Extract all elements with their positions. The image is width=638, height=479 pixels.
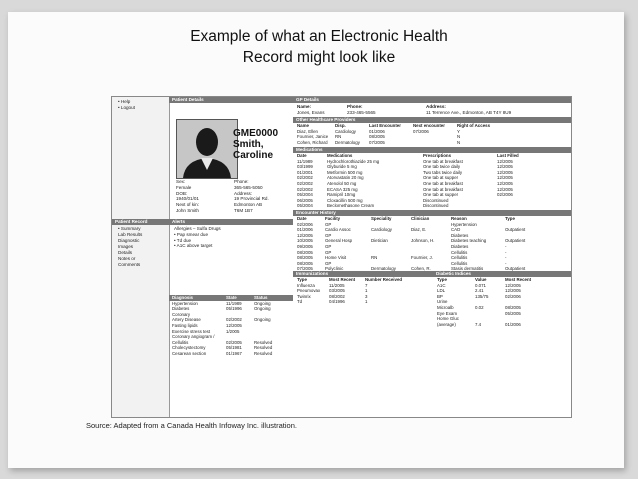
encounter-cell: Home Visit	[325, 255, 347, 261]
encounter-cell: 09/2005	[297, 243, 313, 249]
diabetic-index-cell: 12/2005	[505, 282, 521, 288]
patient-photo	[176, 119, 238, 179]
encounter-cell: -	[505, 243, 507, 249]
encounter-row	[297, 227, 547, 233]
diabetic-index-cell: 01/2006	[505, 321, 521, 327]
medication-cell: 12/2005	[497, 180, 513, 186]
diabetic-index-cell: (average)	[437, 321, 456, 327]
provider-cell: Y	[457, 128, 460, 134]
medication-cell: 12/2005	[497, 169, 513, 175]
patient-last-name: Smith,	[233, 139, 264, 150]
patient-id: GME0000	[233, 128, 279, 139]
encounter-cell: Dietician	[371, 238, 388, 244]
gp-address-label: Address:	[426, 104, 446, 109]
encounter-column-header: Clinician	[411, 216, 430, 221]
encounter-cell: -	[505, 255, 507, 261]
gp-name-label: Name:	[297, 104, 312, 109]
provider-cell: Dermatology	[335, 139, 360, 145]
diabetic-index-column-header: Value	[475, 277, 487, 282]
encounter-column-header: Facility	[325, 216, 341, 221]
medication-cell: Ramipril 10mg	[327, 192, 356, 198]
alert-a1c: • A1C above target	[174, 243, 213, 249]
encounter-row	[297, 238, 547, 244]
patient-fields-right	[234, 179, 292, 214]
alerts-header: Alerts	[169, 219, 293, 225]
gp-address-value: 11 Terrence Ave., Edmonton, AB T4Y 8U9	[426, 110, 512, 115]
medication-cell: 05/2004	[297, 192, 313, 198]
alert-allergy: Allergies – Sulfa Drugs	[174, 226, 221, 231]
nav-item-lab-results[interactable]: Lab Results	[118, 232, 143, 237]
diabetic-index-column-header: Most Recent	[505, 277, 532, 282]
gp-details-header: GP Details	[293, 97, 571, 103]
source-caption: Source: Adapted from a Canada Health Infoway Inc. illustration.	[86, 421, 297, 430]
encounter-cell: 10/2005	[297, 238, 313, 244]
medication-cell: One tab at breakfast	[423, 186, 463, 192]
diagnosis-cell: Hypertension	[172, 300, 198, 306]
encounter-cell: CAD	[451, 227, 461, 233]
address-line2: Edmonton AB	[234, 202, 263, 208]
patient-first-name: Caroline	[233, 150, 274, 161]
encounters-header: Encounter History	[293, 210, 571, 216]
diagnosis-row	[172, 351, 286, 357]
provider-cell: 08/2005	[369, 134, 385, 140]
medication-cell: 12/2005	[497, 158, 513, 164]
gp-phone-value: 233-465-5565	[347, 110, 376, 115]
provider-row	[297, 140, 499, 146]
medication-cell: Two tabs twice daily	[423, 169, 463, 175]
diagnosis-cell: Coronary angiogram /	[172, 334, 215, 340]
diabetic-index-cell: 135/75	[475, 293, 489, 299]
immunization-cell: 08/2002	[329, 293, 345, 299]
patient-silhouette-icon	[177, 120, 237, 178]
provider-cell: RN	[335, 134, 342, 140]
diabetic-index-cell: Urine	[437, 299, 448, 305]
medication-cell: ECASA 325 mg	[327, 186, 358, 192]
medications-header: Medications	[293, 147, 571, 153]
dob-value: 1940/01/01	[176, 196, 199, 202]
medication-cell: 02/2002	[297, 175, 313, 181]
medication-cell: 02/2002	[297, 186, 313, 192]
medication-cell: 03/1999	[297, 164, 313, 170]
nav-item-summary[interactable]: • Summary	[118, 226, 141, 231]
address-line3: T6M 1B7	[234, 207, 253, 213]
medication-cell: 11/1989	[297, 158, 313, 164]
phone-label: Phone:	[234, 179, 249, 184]
medication-cell: 06/2005	[297, 197, 313, 203]
medication-cell	[497, 203, 539, 209]
diabetic-index-cell: 2.41	[475, 288, 484, 294]
encounter-cell: GP	[325, 260, 332, 266]
providers-table	[297, 123, 499, 145]
encounter-cell: Outpatient	[505, 238, 526, 244]
medications-table	[297, 153, 539, 209]
immunization-cell: 04/1996	[329, 299, 345, 305]
encounter-cell: Cardiology	[371, 227, 392, 233]
immunization-cell: 03/2005	[329, 288, 345, 294]
encounter-cell: Cellulitis	[451, 249, 468, 255]
medication-cell: Hydrochlorothiazide 25 mg	[327, 158, 380, 164]
diabetic-index-cell: LDL	[437, 288, 446, 294]
encounter-cell: 12/2005	[297, 232, 313, 238]
immunization-cell: 1	[365, 299, 368, 305]
medication-cell: One tab at breakfast	[423, 158, 463, 164]
diabetic-index-cell: 7.4	[475, 321, 482, 327]
diagnosis-row	[172, 306, 286, 312]
immunization-column-header: Type	[297, 277, 307, 282]
diabetic-index-cell: Microalb	[437, 304, 454, 310]
nav-item-comments[interactable]: Comments	[118, 262, 141, 267]
provider-cell: 07/2005	[369, 139, 385, 145]
diagnosis-cell: Fasting lipids	[172, 322, 198, 328]
immunization-cell: 11/2005	[329, 282, 345, 288]
diagnosis-cell: Exercise stress test	[172, 328, 211, 334]
gp-details	[297, 104, 567, 116]
medication-column-header: Last Filled	[497, 153, 519, 158]
diagnosis-cell: 05/1981	[226, 345, 242, 351]
diabetic-index-column-header: Type	[437, 277, 447, 282]
medication-column-header: Prescriptions	[423, 153, 452, 158]
immunization-column-header: Number Received	[365, 277, 403, 282]
gp-name-value: Jones, Evans	[297, 110, 325, 115]
diagnosis-cell: 1/2005	[226, 328, 240, 334]
provider-cell	[413, 140, 457, 146]
diabetic-index-cell: 05/2005	[505, 310, 521, 316]
alert-pap: • Pap smear due	[174, 231, 209, 237]
diagnosis-cell: 11/1989	[226, 300, 242, 306]
diagnosis-cell: Cesarean section	[172, 350, 207, 356]
diagnosis-cell: 02/2005	[226, 339, 242, 345]
immunization-cell: Twinrix	[297, 293, 311, 299]
diagnosis-table	[172, 295, 286, 357]
nav-item-images[interactable]: Images	[118, 244, 134, 249]
nav-item-diagnostic[interactable]: Diagnostic	[118, 238, 140, 243]
medication-cell: Discontinued	[423, 197, 449, 203]
encounter-cell: Diabetes	[451, 232, 469, 238]
diabetic-index-cell: Eye Exam	[437, 310, 458, 316]
provider-cell: Cardiology	[335, 128, 356, 134]
immunization-cell: Influenza	[297, 282, 315, 288]
encounter-cell: Johnson, H.	[411, 238, 435, 244]
encounter-cell: RN	[371, 255, 378, 261]
help-link[interactable]: • Help	[118, 99, 131, 104]
diabetic-index-cell: Home Gluc	[437, 316, 459, 322]
nav-item-notes[interactable]: Notes or	[118, 256, 136, 261]
encounter-cell: 07/2005	[297, 266, 313, 272]
encounter-cell: Hypertension	[451, 221, 477, 227]
nav-item-details[interactable]: Details	[118, 250, 133, 255]
providers-header: Other Healthcare Providers	[293, 117, 571, 123]
medication-cell: 01/2001	[297, 169, 313, 175]
diabetic-index-row	[437, 322, 547, 328]
immunization-cell: 1	[365, 288, 368, 294]
diagnosis-cell: Diabetes	[172, 306, 190, 312]
encounter-cell: GP	[325, 249, 332, 255]
address-line1: 19 Provincial Rd.	[234, 196, 269, 202]
diagnosis-column-header: State	[226, 295, 237, 300]
encounter-cell: 02/2006	[297, 221, 313, 227]
provider-cell: Diaz, Ellen	[297, 128, 318, 134]
encounter-column-header: Speciality	[371, 216, 392, 221]
medication-cell: 05/2004	[297, 203, 313, 209]
immunization-cell: Td	[297, 299, 303, 305]
medication-cell: Cloxacillin 500 mg	[327, 197, 363, 203]
provider-column-header: Name	[297, 123, 309, 128]
diabetic-index-cell: BP	[437, 293, 443, 299]
diagnosis-cell: Resolved	[254, 339, 273, 345]
medication-cell: One tab at supper	[423, 175, 459, 181]
sex-label: Sex:	[176, 179, 186, 184]
medication-cell: Atenolol 50 mg	[327, 180, 357, 186]
encounter-cell: Cohen, R.	[411, 266, 431, 272]
encounter-column-header: Type	[505, 216, 515, 221]
provider-cell: 07/2006	[413, 128, 429, 134]
medication-cell: One tab twice daily	[423, 164, 461, 170]
encounter-cell: GP	[325, 243, 332, 249]
diabetic-indices-header: Diabetic Indices	[433, 271, 571, 277]
slide-title	[0, 26, 638, 68]
logout-link[interactable]: • Logout	[118, 105, 135, 110]
medication-cell: 02/2006	[497, 192, 513, 198]
gp-phone-label: Phone:	[347, 104, 363, 109]
patient-record-header: Patient Record	[112, 219, 169, 225]
encounter-cell: Dermatology	[371, 266, 396, 272]
encounter-cell: Cellulitis	[451, 260, 468, 266]
immunization-cell: 3	[365, 293, 368, 299]
diabetic-index-cell: A1C	[437, 282, 446, 288]
encounter-cell: Diabetes	[451, 243, 469, 249]
encounter-header-row	[297, 216, 547, 222]
provider-cell: Cohen, Richard	[297, 139, 328, 145]
immunization-column-header: Most Recent	[329, 277, 356, 282]
diabetic-index-cell: 0.02	[475, 304, 484, 310]
encounter-cell: 08/2005	[297, 255, 313, 261]
diagnosis-cell: Cholecystectomy	[172, 345, 206, 351]
provider-cell: 01/2006	[369, 128, 385, 134]
provider-cell: Fournier, Janice	[297, 134, 329, 140]
immunizations-header: Immunizations	[293, 271, 433, 277]
ehr-screenshot	[111, 96, 572, 418]
diagnosis-cell: 02/2002	[226, 317, 242, 323]
medication-cell: 02/2002	[297, 180, 313, 186]
diagnosis-cell: Ongoing	[254, 300, 271, 306]
encounter-column-header: Date	[297, 216, 307, 221]
immunization-row	[297, 299, 417, 305]
diagnosis-cell: 05/1996	[226, 306, 242, 312]
encounter-cell: -	[505, 260, 507, 266]
medication-cell: Atorvastatin 20 mg	[327, 175, 364, 181]
diabetic-index-cell: 08/2005	[505, 304, 521, 310]
medication-cell: Glyburide 5 mg	[327, 164, 357, 170]
address-label: Address:	[234, 190, 253, 196]
medication-cell: One tab at supper	[423, 192, 459, 198]
patient-fields-left	[176, 179, 230, 214]
diagnosis-column-header: Status	[254, 295, 268, 300]
encounter-cell: Outpatient	[505, 227, 526, 233]
encounter-column-header: Reason	[451, 216, 467, 221]
immunization-cell: Pneumovax	[297, 288, 321, 294]
medication-cell: Beclomethasone Cream	[327, 203, 375, 209]
encounter-cell: Stasis dermatitis	[451, 266, 484, 272]
ehr-sidebar	[112, 97, 170, 417]
patient-name-block	[233, 128, 278, 161]
encounter-cell: Fournier, J.	[411, 255, 433, 261]
kin-value: John Smith	[176, 207, 199, 213]
immunizations-table	[297, 277, 417, 305]
slide-title-line1: Example of what an Electronic Health	[190, 28, 448, 45]
medication-cell: One tab at breakfast	[423, 180, 463, 186]
alerts-list	[174, 226, 292, 249]
medication-column-header: Medications	[327, 153, 353, 158]
diagnosis-cell: 12/2005	[226, 322, 242, 328]
diagnosis-cell: Resolved	[254, 350, 273, 356]
medication-cell: Metformin 500 mg	[327, 169, 363, 175]
medication-cell: Discontinued	[423, 203, 449, 209]
diagnosis-cell: Resolved	[254, 345, 273, 351]
diagnosis-cell: 01/1967	[226, 350, 242, 356]
diabetic-indices-table	[437, 277, 547, 327]
encounter-cell: -	[505, 249, 507, 255]
diabetic-index-cell: 0.071	[475, 282, 486, 288]
encounter-cell: GP	[325, 221, 332, 227]
diagnosis-cell: Cellulitis	[172, 339, 189, 345]
dob-label: DOB:	[176, 190, 188, 196]
encounter-cell: Polyclinic	[325, 266, 344, 272]
diabetic-index-cell: 02/2006	[505, 293, 521, 299]
diagnosis-cell: Artery Disease	[172, 317, 201, 323]
patient-details-header: Patient Details	[169, 97, 293, 103]
encounters-table	[297, 216, 547, 272]
alert-td: • Td due	[174, 237, 192, 243]
slide-title-line2: Record might look like	[242, 49, 396, 66]
encounter-cell: 08/2005	[297, 249, 313, 255]
diagnosis-cell: Ongoing	[254, 306, 271, 312]
phone-value: 365-565-5050	[234, 184, 263, 190]
diagnosis-column-header: Diagnosis	[172, 295, 193, 300]
diagnosis-cell: Ongoing	[254, 317, 271, 323]
medication-row	[297, 203, 539, 209]
encounter-cell: Cellulitis	[451, 255, 468, 261]
encounter-cell: Diaz, E.	[411, 227, 427, 233]
encounter-cell: Diabetes teaching	[451, 238, 487, 244]
provider-cell: N	[457, 134, 461, 140]
encounter-cell: Cardio Assoc	[325, 227, 351, 233]
immunization-cell: 7	[365, 282, 368, 288]
encounter-cell: GP	[325, 232, 332, 238]
provider-cell: N	[457, 139, 461, 145]
medication-cell: 12/2005	[497, 175, 513, 181]
medication-column-header: Date	[297, 153, 307, 158]
medication-cell: 12/2005	[497, 164, 513, 170]
provider-column-header: Next encounter	[413, 123, 445, 128]
provider-column-header: Disp.	[335, 123, 346, 128]
encounter-cell: 01/2006	[297, 227, 313, 233]
encounter-cell: 08/2005	[297, 260, 313, 266]
encounter-cell: Outpatient	[505, 266, 526, 272]
diabetic-index-cell: 12/2005	[505, 288, 521, 294]
sex-value: Female	[176, 184, 192, 190]
diagnosis-cell: Coronary	[172, 311, 191, 317]
medication-cell: 12/2005	[497, 186, 513, 192]
provider-column-header: Last Encounter	[369, 123, 401, 128]
kin-label: Next of kin:	[176, 202, 199, 208]
provider-column-header: Right of Access	[457, 123, 491, 128]
encounter-cell: General Hosp	[325, 238, 353, 244]
